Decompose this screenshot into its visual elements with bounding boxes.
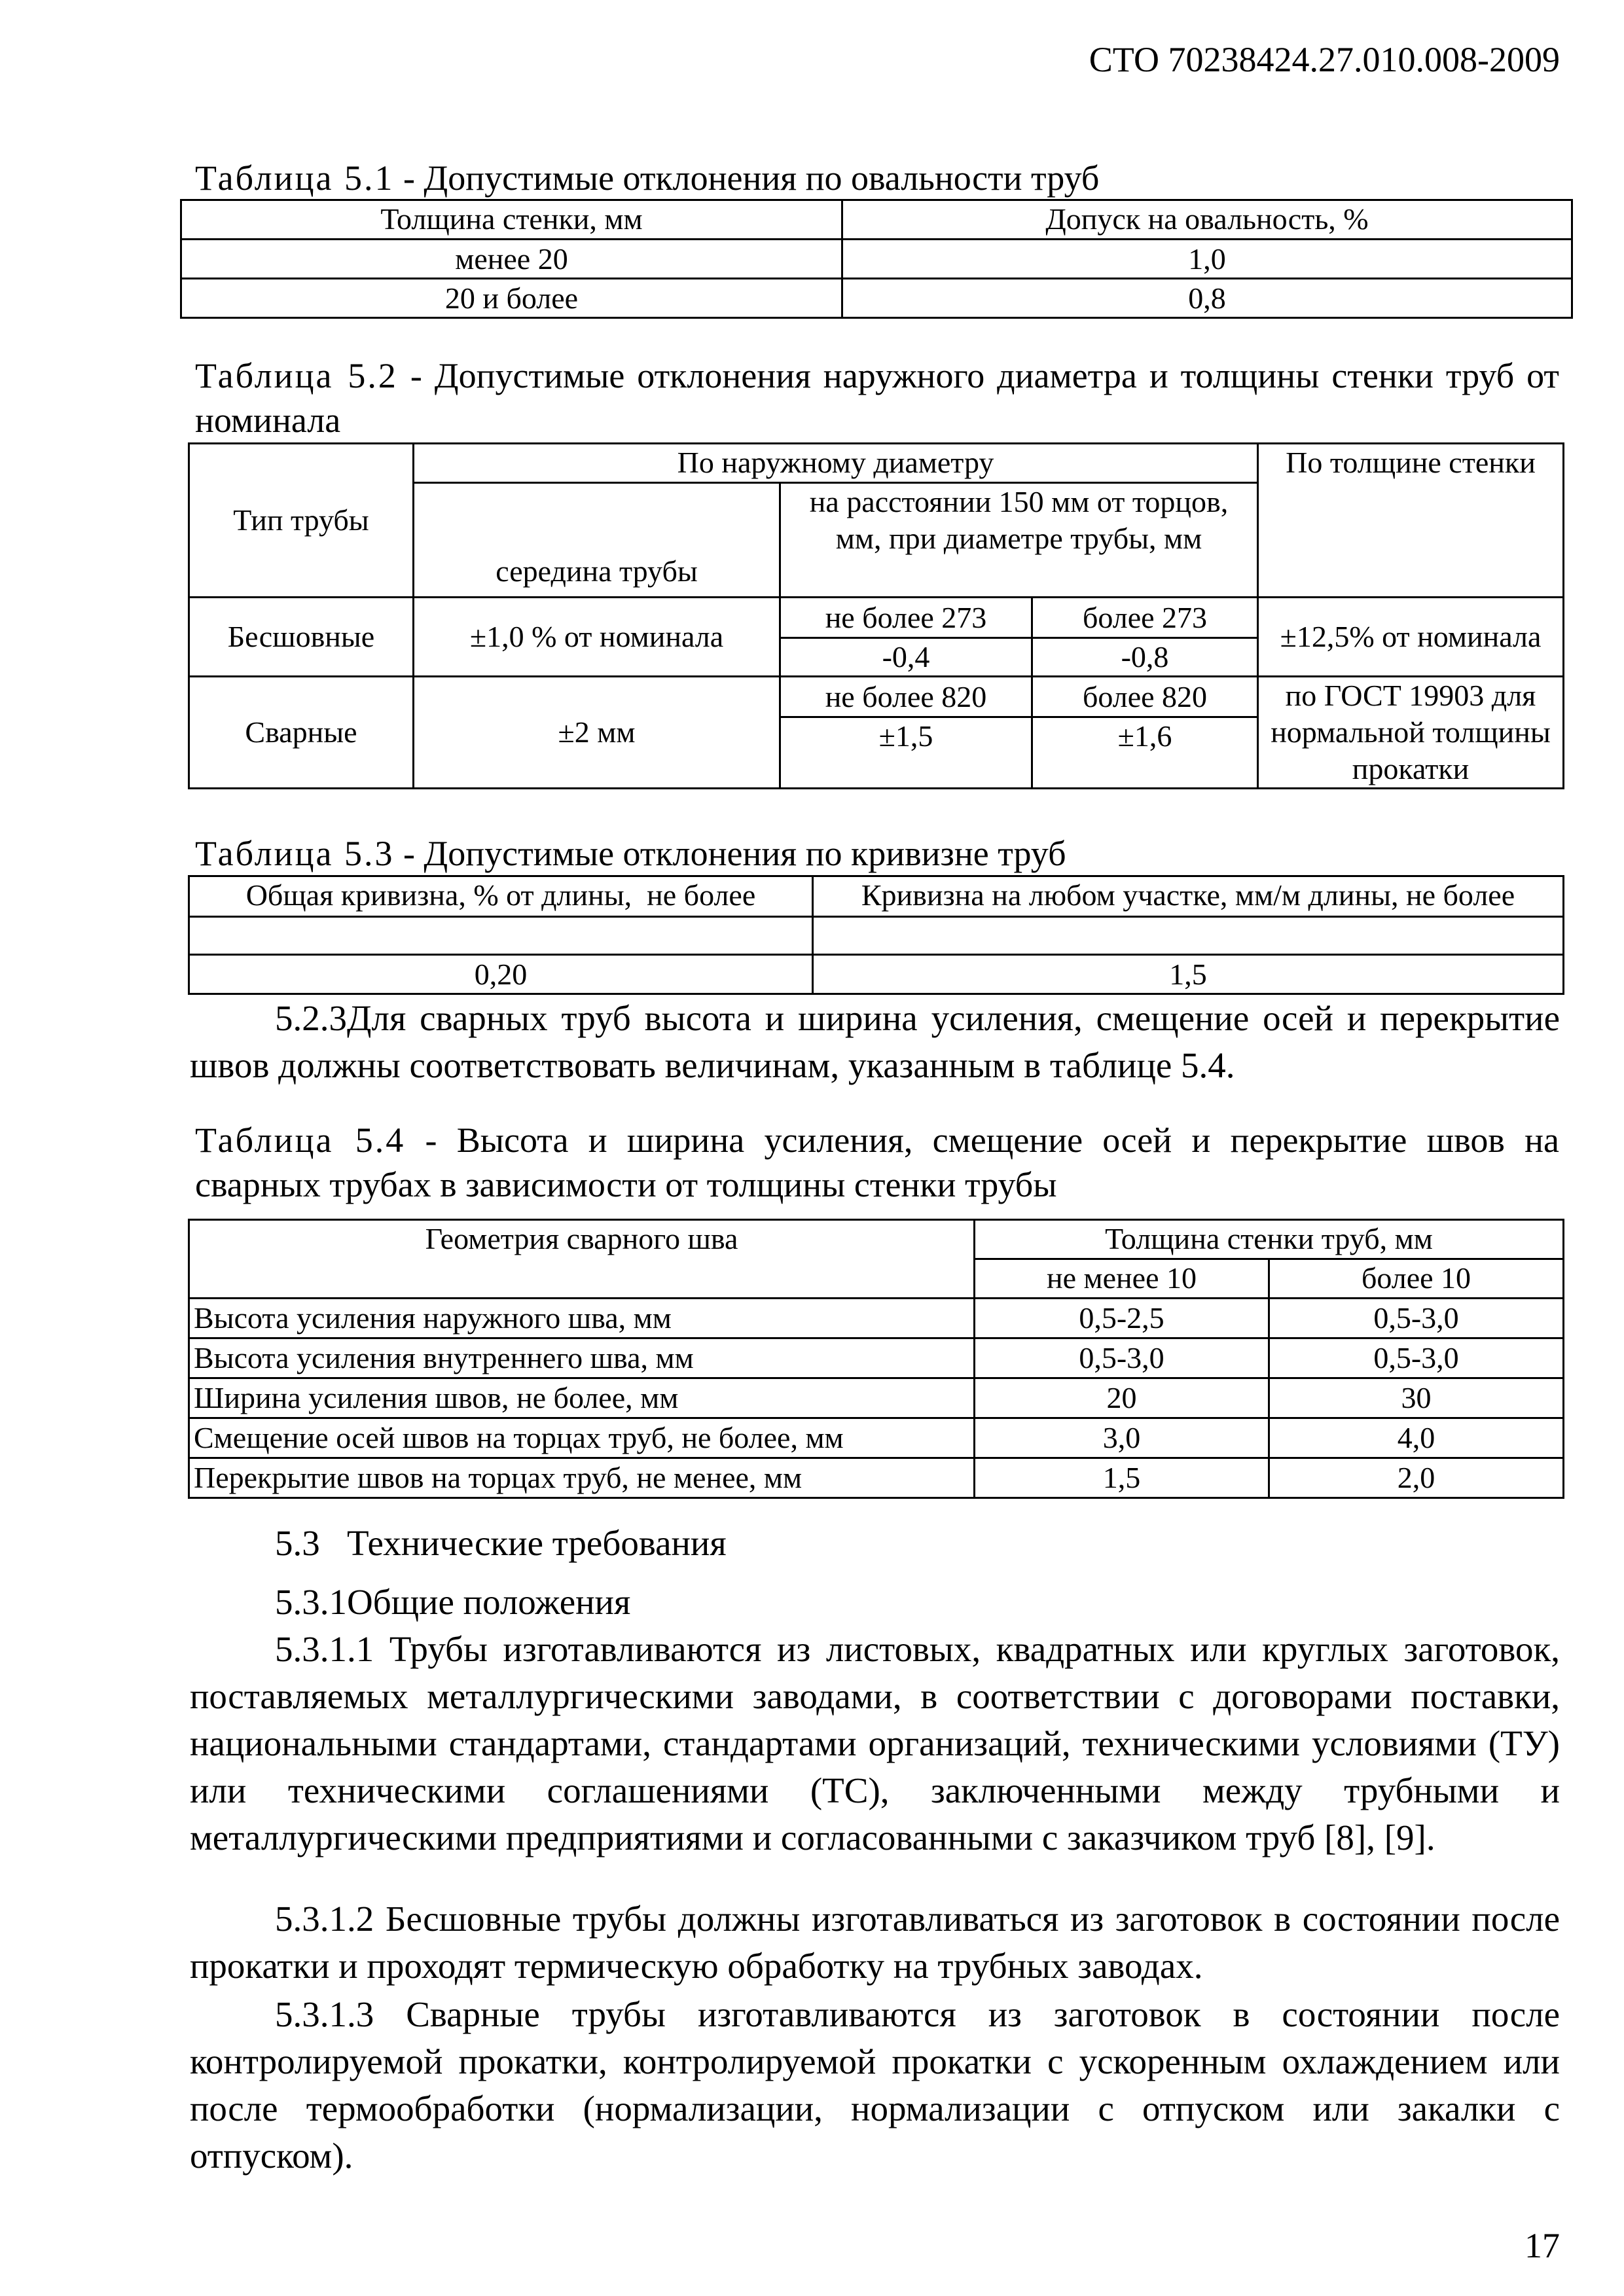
table3-empty-cell (813, 917, 1564, 955)
table2-seamless-middle: ±1,0 % от номинала (414, 598, 780, 677)
table4-label: Таблица 5.4 (195, 1121, 406, 1160)
page-number: 17 (1525, 2226, 1560, 2265)
table4-header-geometry: Геометрия сварного шва (189, 1220, 975, 1299)
table4-header-over10: более 10 (1269, 1259, 1564, 1299)
table4-row-label: Смещение осей швов на торцах труб, не более, мм (189, 1418, 975, 1458)
table2-welded-middle: ±2 мм (414, 677, 780, 789)
table4-cell: 3,0 (975, 1418, 1269, 1458)
table2-welded-v1: ±1,5 (780, 717, 1032, 789)
table2-title: - Допустимые отклонения наружного диаметра и толщины стенки труб от номинала (195, 356, 1559, 440)
table2-seamless-wall: ±12,5% от номинала (1258, 598, 1564, 677)
table4-row-label: Высота усиления наружного шва, мм (189, 1299, 975, 1338)
table1-caption (195, 156, 1570, 200)
table4-cell: 0,5-3,0 (1269, 1299, 1564, 1338)
paragraph-5-3-1-1: 5.3.1.1 Трубы изготавливаются из листовых, квадратных или круглых заготовок, поставляемых металлургическими заводами, в соответствии с договорами поставки, национальными стандартами, стандартами организаций, техническими условиями (ТУ) или техническими соглашениями (ТС), заключенными между трубными и металлургическими предприятиями и согласованными с заказчиком труб [8], [9]. (190, 1629, 1560, 1857)
section-heading-5-3: 5.3 Технические требования (275, 1523, 727, 1563)
table1 (180, 199, 1573, 319)
table2-welded-type: Сварные (189, 677, 414, 789)
table1-cell: 0,8 (842, 279, 1572, 318)
table4-row-label: Перекрытие швов на торцах труб, не менее, мм (189, 1458, 975, 1498)
table4-cell: 0,5-3,0 (1269, 1338, 1564, 1378)
table3-header-total: Общая кривизна, % от длины, не более (189, 876, 813, 917)
table4-cell: 0,5-3,0 (975, 1338, 1269, 1378)
table2-welded-v2: ±1,6 (1032, 717, 1258, 789)
table4-cell: 0,5-2,5 (975, 1299, 1269, 1338)
table4-cell: 4,0 (1269, 1418, 1564, 1458)
paragraph-5-3-1-3: 5.3.1.3 Сварные трубы изготавливаются из заготовок в состоянии после контролируемой прокатки, контролируемой прокатки с ускоренным охлаждением или после термообработки (нормализации, нормализации с отпуском или закалки с отпуском). (190, 1994, 1560, 2176)
table2-seamless-v2: -0,8 (1032, 638, 1258, 677)
table3 (188, 875, 1564, 995)
table1-header-thickness: Толщина стенки, мм (181, 200, 842, 240)
table4 (188, 1219, 1564, 1499)
table2-caption (195, 353, 1559, 442)
table4-cell: 2,0 (1269, 1458, 1564, 1498)
table4-row-label: Высота усиления внутреннего шва, мм (189, 1338, 975, 1378)
paragraph-5-3-1-2: 5.3.1.2 Бесшовные трубы должны изготавливаться из заготовок в состоянии после прокатки и проходят термическую обработку на трубных заводах. (190, 1899, 1560, 1986)
table3-title: - Допустимые отклонения по кривизне труб (394, 834, 1066, 873)
table2-welded-d1: не более 820 (780, 677, 1032, 717)
table1-cell: менее 20 (181, 240, 842, 279)
table4-title: - Высота и ширина усиления, смещение осей и перекрытие швов на сварных трубах в зависимости от толщины стенки трубы (195, 1121, 1559, 1204)
table1-title: - Допустимые отклонения по овальности труб (394, 158, 1100, 198)
table4-header-thickness: Толщина стенки труб, мм (975, 1220, 1564, 1259)
table3-caption (195, 831, 1570, 876)
table2-header-type: Тип трубы (189, 444, 414, 598)
table3-empty-cell (189, 917, 813, 955)
table4-caption (195, 1118, 1559, 1207)
paragraph-5-2-3: 5.2.3Для сварных труб высота и ширина усиления, смещение осей и перекрытие швов должны соответствовать величинам, указанным в таблице 5.4. (190, 998, 1560, 1085)
table2 (188, 442, 1564, 789)
table2-welded-wall: по ГОСТ 19903 для нормальной толщины прокатки (1258, 677, 1564, 789)
table4-cell: 1,5 (975, 1458, 1269, 1498)
table4-row-label: Ширина усиления швов, не более, мм (189, 1378, 975, 1418)
table2-header-outer-diameter: По наружному диаметру (414, 444, 1258, 483)
table1-cell: 1,0 (842, 240, 1572, 279)
table3-label: Таблица 5.3 (195, 834, 395, 873)
table3-cell: 0,20 (189, 955, 813, 994)
table4-cell: 20 (975, 1378, 1269, 1418)
table2-seamless-v1: -0,4 (780, 638, 1032, 677)
table2-seamless-type: Бесшовные (189, 598, 414, 677)
table2-seamless-d2: более 273 (1032, 598, 1258, 638)
table2-header-wall: По толщине стенки (1258, 444, 1564, 598)
table1-label: Таблица 5.1 (195, 158, 395, 198)
document-code: СТО 70238424.27.010.008-2009 (1089, 40, 1560, 79)
table1-header-tolerance: Допуск на овальность, % (842, 200, 1572, 240)
table2-header-ends: на расстоянии 150 мм от торцов, мм, при диаметре трубы, мм (780, 483, 1258, 598)
table3-header-local: Кривизна на любом участке, мм/м длины, не более (813, 876, 1564, 917)
table4-cell: 30 (1269, 1378, 1564, 1418)
table2-header-middle: середина трубы (414, 483, 780, 598)
table3-cell: 1,5 (813, 955, 1564, 994)
table2-welded-d2: более 820 (1032, 677, 1258, 717)
section-heading-5-3-1: 5.3.1Общие положения (275, 1582, 631, 1622)
table1-cell: 20 и более (181, 279, 842, 318)
table4-header-min10: не менее 10 (975, 1259, 1269, 1299)
table2-seamless-d1: не более 273 (780, 598, 1032, 638)
table2-label: Таблица 5.2 (195, 356, 398, 395)
